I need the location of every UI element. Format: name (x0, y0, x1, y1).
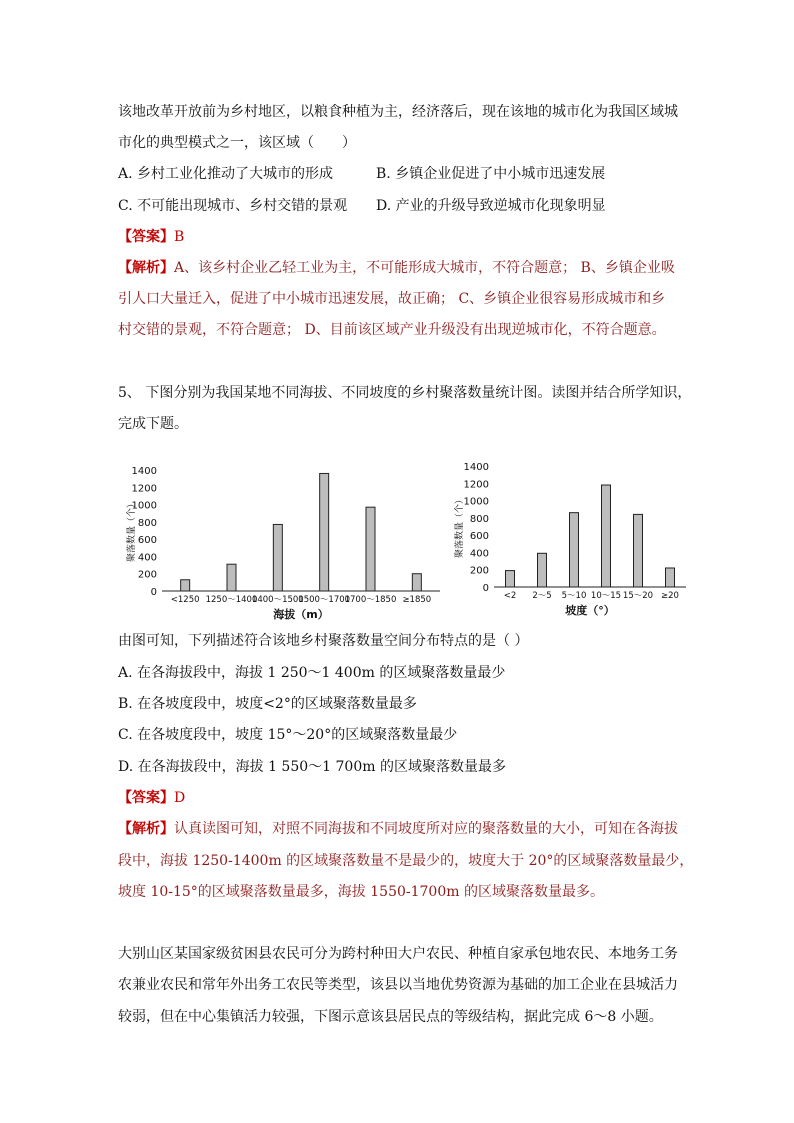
y-tick-label: 600 (137, 535, 157, 547)
q4-stem-line2: 市化的典型模式之一，该区域（ ） (118, 135, 356, 151)
bar (602, 485, 611, 587)
analysis-text: 认真读图可知，对照不同海拔和不同坡度所对应的聚落数量的大小，可知在各海拔 (174, 821, 678, 837)
x-tick-label: 1250～1400 (205, 595, 258, 605)
answer-value: D (174, 790, 186, 806)
bar (634, 514, 643, 587)
x-tick-label: <1250 (170, 595, 200, 605)
x-tick-label: 10～15 (590, 591, 622, 601)
q4-option-b: B. 乡镇企业促进了中小城市迅速发展 (376, 166, 606, 182)
y-tick-label: 400 (469, 548, 489, 560)
x-axis-title: 坡度（°） (565, 604, 615, 617)
bar (227, 564, 236, 591)
y-tick-label: 1400 (131, 466, 157, 477)
q5-option-c: C. 在各坡度段中，坡度 15°～20°的区域聚落数量最少 (118, 727, 458, 743)
q4-stem-line1: 该地改革开放前为乡村地区，以粮食种植为主，经济落后，现在该地的城市化为我国区域城 (118, 104, 678, 120)
y-tick-label: 800 (137, 517, 157, 529)
analysis-tag: 【解析】 (118, 821, 174, 837)
x-tick-label: 2～5 (532, 591, 552, 601)
bar (412, 574, 421, 591)
q5-analysis-line3: 坡度 10-15°的区域聚落数量最多，海拔 1550-1700m 的区域聚落数量最多。 (118, 884, 604, 900)
q4-analysis-line3: 村交错的景观，不符合题意； D、目前该区域产业升级没有出现逆城市化，不符合题意。 (118, 322, 666, 338)
y-tick-label: 200 (469, 565, 489, 577)
y-tick-label: 1000 (463, 496, 489, 508)
q5-analysis-line2: 段中，海拔 1250-1400m 的区域聚落数量不是最少的，坡度大于 20°的区域聚落数量最少， (118, 853, 694, 869)
bar (666, 568, 675, 587)
x-tick-label: 15～20 (622, 591, 654, 601)
q6-stem-line2: 农兼业农民和常年外出务工农民等类型，该县以当地优势资源为基础的加工企业在县城活力 (118, 977, 678, 993)
q4-option-d: D. 产业的升级导致逆城市化现象明显 (376, 198, 606, 214)
q4-option-a: A. 乡村工业化推动了大城市的形成 (118, 166, 334, 182)
q5-option-a: A. 在各海拔段中，海拔 1 250～1 400m 的区域聚落数量最少 (118, 665, 506, 681)
q5-question: 由图可知，下列描述符合该地乡村聚落数量空间分布特点的是（ ） (118, 633, 529, 649)
y-tick-label: 1000 (131, 500, 157, 512)
altitude-chart (125, 466, 440, 621)
y-tick-label: 0 (482, 583, 489, 594)
answer-tag: 【答案】 (118, 790, 174, 806)
x-tick-label: 1700～1850 (344, 595, 397, 605)
y-tick-label: 800 (469, 513, 489, 525)
q5-stem-line2: 完成下题。 (118, 416, 188, 432)
q5-option-d: D. 在各海拔段中，海拔 1 550～1 700m 的区域聚落数量最多 (118, 759, 506, 775)
answer-value: B (174, 229, 185, 245)
bar (506, 571, 515, 587)
answer-tag: 【答案】 (118, 229, 174, 245)
y-tick-label: 600 (469, 531, 489, 543)
bar (366, 507, 375, 591)
q5-answer-line (118, 788, 185, 808)
q5-analysis-line1 (118, 819, 678, 839)
x-tick-label: ≥20 (661, 591, 679, 601)
y-tick-label: 1200 (463, 479, 489, 491)
x-axis-title: 海拔（m） (273, 608, 329, 621)
q5-option-b: B. 在各坡度段中，坡度<2°的区域聚落数量最多 (118, 696, 417, 712)
y-tick-label: 1200 (131, 483, 157, 495)
bar (273, 524, 282, 591)
analysis-text: A、该乡村企业乙轻工业为主，不可能形成大城市，不符合题意； B、乡镇企业吸 (174, 260, 675, 276)
bar (320, 473, 329, 591)
q6-stem-line3: 较弱，但在中心集镇活力较强，下图示意该县居民点的等级结构，据此完成 6～8 小题。 (118, 1009, 663, 1025)
bar (181, 580, 190, 591)
analysis-tag: 【解析】 (118, 260, 174, 276)
q4-option-c: C. 不可能出现城市、乡村交错的景观 (118, 198, 348, 214)
q4-answer-line (118, 227, 184, 247)
y-axis-label: 聚落数量（个） (455, 494, 465, 559)
y-tick-label: 400 (137, 552, 157, 564)
y-axis-label: 聚落数量（个） (127, 498, 137, 563)
bar (538, 553, 547, 587)
q5-stem-line1: 5、 下图分别为我国某地不同海拔、不同坡度的乡村聚落数量统计图。读图并结合所学知识， (118, 385, 692, 401)
x-tick-label: 1500～1700 (298, 595, 351, 605)
q4-analysis-line2: 引人口大量迁入，促进了中小城市迅速发展，故正确； C、乡镇企业很容易形成城市和乡 (118, 291, 666, 307)
slope-chart (453, 462, 686, 617)
x-tick-label: 1400～1500 (251, 595, 304, 605)
bar (570, 513, 579, 587)
y-tick-label: 200 (137, 569, 157, 581)
q6-stem-line1: 大别山区某国家级贫困县农民可分为跨村种田大户农民、种植自家承包地农民、本地务工务 (118, 946, 678, 962)
y-tick-label: 0 (150, 587, 157, 598)
x-tick-label: <2 (503, 591, 517, 601)
x-tick-label: 5～10 (561, 591, 587, 601)
x-tick-label: ≥1850 (402, 595, 432, 605)
q4-analysis-line1 (118, 258, 675, 278)
y-tick-label: 1400 (463, 462, 489, 473)
